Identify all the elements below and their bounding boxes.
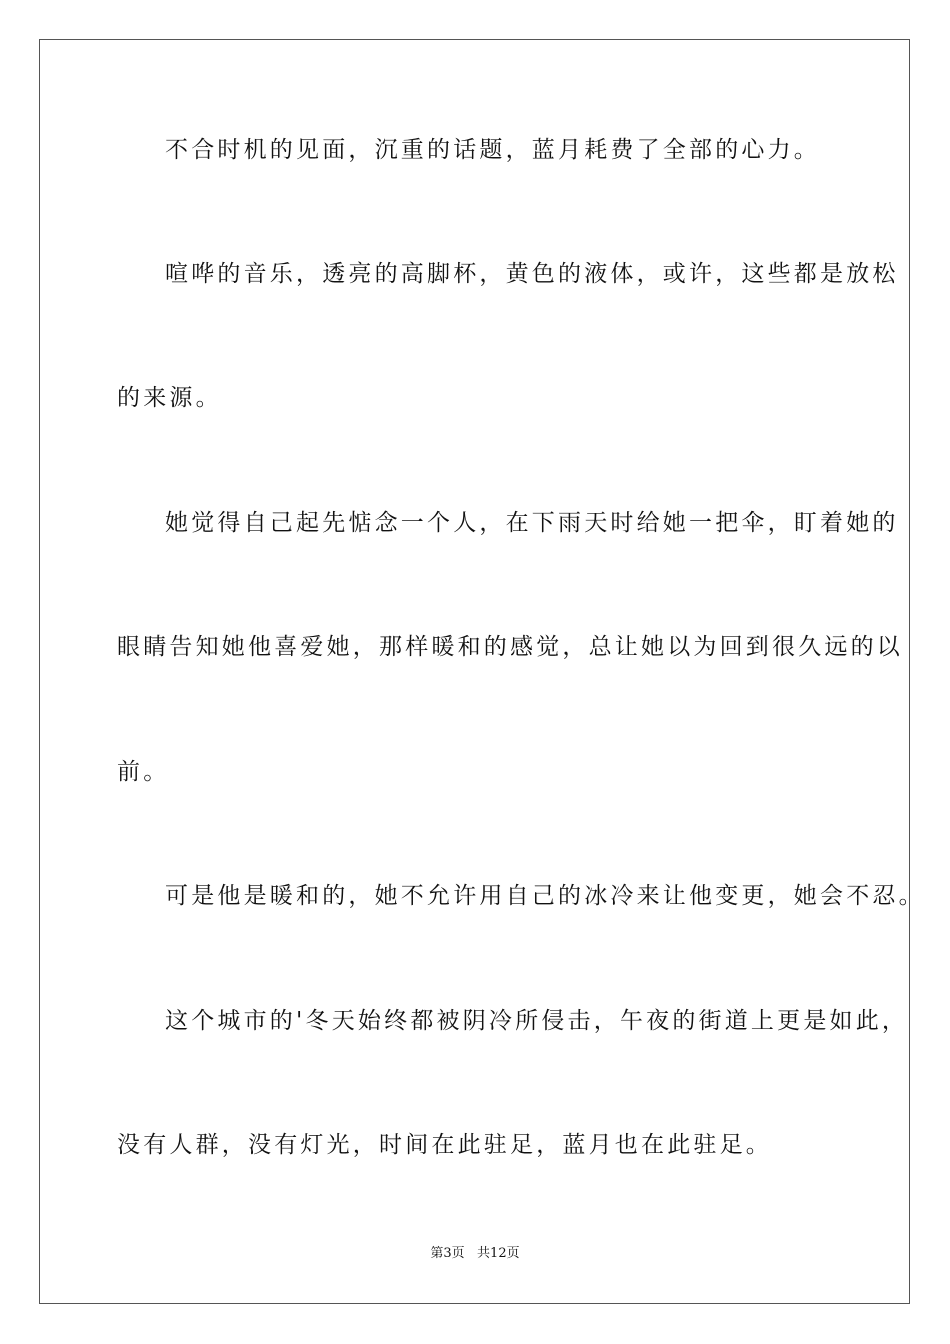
paragraph-line: 可是他是暖和的，她不允许用自己的冰冷来让他变更，她会不忍。 (165, 883, 925, 909)
paragraph-line: 不合时机的见面，沉重的话题，蓝月耗费了全部的心力。 (165, 137, 820, 163)
page-number-footer: 第3页 共12页 (430, 1246, 520, 1261)
paragraph-line: 这个城市的'冬天始终都被阴冷所侵击，午夜的街道上更是如此， (165, 1008, 909, 1034)
paragraph-line: 的来源。 (117, 385, 222, 411)
page-frame (39, 39, 910, 1304)
paragraph-line: 没有人群，没有灯光，时间在此驻足，蓝月也在此驻足。 (117, 1132, 772, 1158)
paragraph-line: 眼睛告知她他喜爱她，那样暖和的感觉，总让她以为回到很久远的以 (117, 634, 903, 660)
paragraph-line: 前。 (117, 759, 170, 785)
paragraph-line: 她觉得自己起先惦念一个人，在下雨天时给她一把伞，盯着她的 (165, 510, 899, 536)
paragraph-line: 喧哗的音乐，透亮的高脚杯，黄色的液体，或许，这些都是放松 (165, 261, 899, 287)
